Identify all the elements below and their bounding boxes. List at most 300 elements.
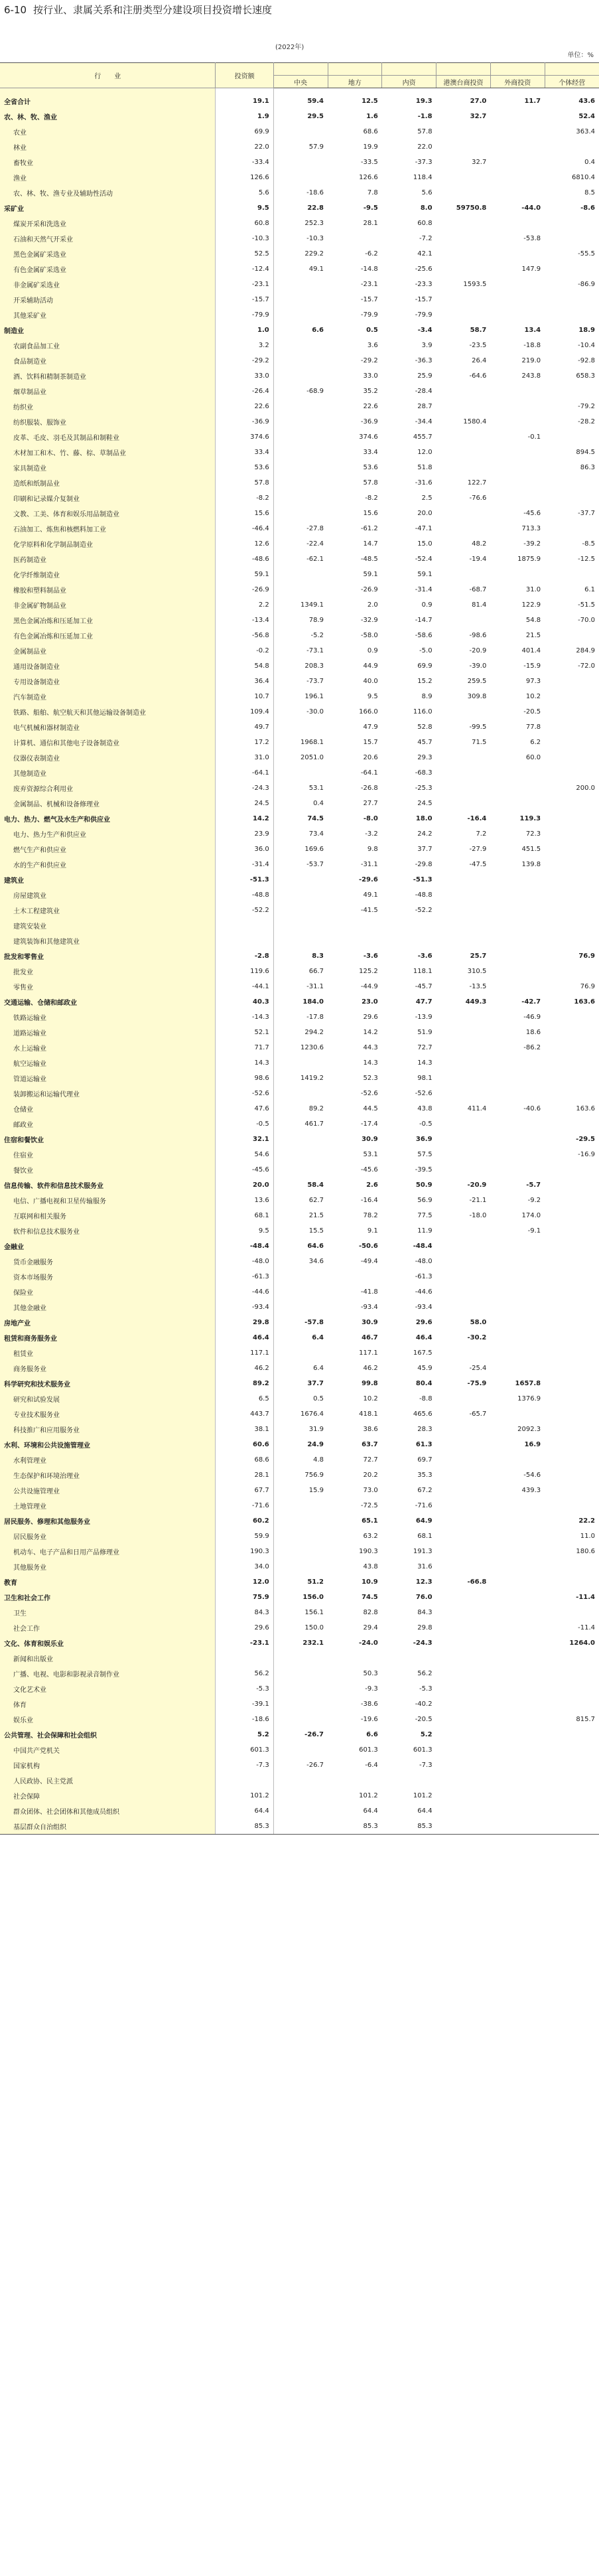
value-cell: -45.6 [360,1166,378,1174]
value-cell [436,1803,491,1819]
value-cell: -49.4 [360,1258,378,1265]
value-cell: 601.3 [413,1746,433,1754]
industry-name-cell: 黑色金属冶炼和压延加工业 [0,613,216,628]
total-value-cell: 9.5 [216,200,273,216]
value-cell: -68.3 [415,769,433,777]
value-cell: 64.4 [417,1807,433,1815]
total-value-cell: 67.7 [216,1483,273,1498]
value-cell [490,384,545,399]
value-cell: 14.3 [417,1059,433,1067]
value-cell [382,1773,436,1788]
value-cell: 33.4 [363,449,378,456]
value-cell: 28.3 [417,1426,433,1433]
table-row [0,1483,599,1498]
value-cell: 84.3 [417,1609,433,1616]
value-cell [436,1498,491,1513]
value-cell: 126.6 [359,174,378,181]
value-cell: 59.1 [417,571,433,578]
total-value-cell: 24.5 [216,796,273,811]
value-cell: -15.9 [523,662,541,670]
value-cell: 150.0 [304,1624,324,1631]
industry-name-cell: 新闻和出版业 [0,1651,216,1666]
value-cell: 76.9 [578,952,595,960]
value-cell: 101.2 [359,1792,378,1799]
value-cell: 21.5 [525,632,541,639]
table-row [0,1452,599,1468]
value-cell [436,750,491,765]
value-cell [490,1773,545,1788]
value-cell: -45.6 [523,510,541,517]
value-cell: 243.8 [521,372,541,380]
value-cell: -72.0 [578,662,595,670]
value-cell: 31.9 [308,1426,324,1433]
table-year: (2022年) [275,44,304,51]
value-cell [545,964,599,979]
value-cell: 98.1 [417,1075,433,1082]
total-value-cell: 23.9 [216,826,273,842]
value-cell [545,231,599,246]
total-value-cell: 5.6 [216,185,273,200]
industry-name-cell: 研究和试验发展 [0,1391,216,1406]
table-row [0,200,599,216]
value-cell [436,1223,491,1239]
value-cell [545,1376,599,1391]
value-cell [273,1132,328,1147]
industry-name-cell: 废弃资源综合利用业 [0,781,216,796]
value-cell [436,1590,491,1605]
industry-name-cell: 人民政协、民主党派 [0,1773,216,1788]
industry-name-cell: 卫生 [0,1605,216,1620]
table-row [0,582,599,597]
value-cell: 71.5 [472,739,487,746]
value-cell [545,1727,599,1742]
value-cell [490,1086,545,1101]
industry-name-cell: 有色金属矿采选业 [0,262,216,277]
value-cell: 713.3 [521,525,541,532]
total-value-cell: 119.6 [216,964,273,979]
value-cell [436,887,491,903]
value-cell [273,1559,328,1574]
total-value-cell: -23.1 [216,1635,273,1651]
value-cell: -50.6 [358,1243,378,1250]
industry-name-cell: 金属制品、机械和设备修理业 [0,796,216,811]
value-cell: -8.0 [363,815,378,822]
industry-name-cell: 农、林、牧、渔业 [0,109,216,124]
value-cell: 2.5 [421,494,433,502]
value-cell [490,1498,545,1513]
value-cell: -86.9 [578,281,595,288]
industry-name-cell: 制造业 [0,323,216,338]
value-cell: 82.8 [363,1609,378,1616]
industry-name-cell: 零售业 [0,979,216,994]
value-cell [273,1544,328,1559]
value-cell [490,979,545,994]
value-cell [273,582,328,597]
table-row [0,384,599,399]
value-cell: -3.2 [365,830,378,838]
value-cell: -52.2 [415,907,433,914]
value-cell [490,109,545,124]
value-cell: 2.0 [367,601,378,609]
value-cell: -53.8 [523,235,541,242]
value-cell: 439.3 [521,1487,541,1494]
industry-name-cell: 居民服务业 [0,1529,216,1544]
industry-name-cell: 科技推广和应用服务业 [0,1422,216,1437]
value-cell: 68.1 [417,1533,433,1540]
value-cell [273,170,328,185]
total-value-cell: -26.4 [216,384,273,399]
value-cell: 78.2 [363,1212,378,1219]
value-cell [273,414,328,429]
value-cell [545,857,599,872]
value-cell [545,567,599,582]
table-row [0,567,599,582]
value-cell: 60.0 [525,754,541,761]
value-cell: -28.2 [578,418,595,425]
value-cell: 42.1 [417,250,433,258]
total-value-cell: -46.4 [216,521,273,536]
total-value-cell: 29.6 [216,1620,273,1635]
value-cell [273,765,328,781]
industry-name-cell: 开采辅助活动 [0,292,216,307]
value-cell: 1593.5 [463,281,487,288]
value-cell [436,1132,491,1147]
value-cell [273,338,328,353]
value-cell [436,567,491,582]
table-row [0,124,599,139]
value-cell [436,1071,491,1086]
total-value-cell [216,933,273,948]
value-cell: -27.8 [306,525,324,532]
industry-name-cell: 电气机械和器材制造业 [0,720,216,735]
value-cell [273,399,328,414]
value-cell: 1676.4 [300,1410,324,1418]
table-row [0,185,599,200]
total-value-cell: 9.5 [216,1223,273,1239]
col-header-blank [545,63,599,76]
value-cell: -23.1 [360,281,378,288]
value-cell: 86.3 [580,464,595,471]
value-cell: 455.7 [413,433,433,441]
value-cell [382,1651,436,1666]
value-cell: -18.6 [306,189,324,196]
value-cell [545,1284,599,1300]
value-cell [490,1544,545,1559]
table-title-text: 按行业、隶属关系和注册类型分建设项目投资增长速度 [33,4,273,16]
total-value-cell: 109.4 [216,704,273,720]
value-cell: 33.0 [363,372,378,380]
value-cell: 72.7 [363,1456,378,1464]
value-cell: 73.0 [363,1487,378,1494]
value-cell [490,1269,545,1284]
value-cell [273,353,328,368]
total-value-cell: 5.2 [216,1727,273,1742]
value-cell [436,246,491,262]
value-cell: 16.9 [524,1441,541,1448]
industry-name-cell: 体育 [0,1697,216,1712]
industry-name-cell: 化学纤维制造业 [0,567,216,582]
table-row [0,628,599,643]
table-row [0,414,599,429]
value-cell [490,781,545,796]
value-cell: 465.6 [413,1410,433,1418]
table-row [0,857,599,872]
value-cell: -54.6 [523,1472,541,1479]
total-value-cell: -8.2 [216,491,273,506]
value-cell: -10.3 [306,235,324,242]
value-cell [490,948,545,964]
value-cell: 208.3 [304,662,324,670]
table-row [0,1010,599,1025]
investment-growth-table [0,62,599,1835]
value-cell [436,1025,491,1040]
value-cell: 49.1 [308,265,324,273]
col-header-blank [273,63,328,76]
value-cell: -46.9 [523,1014,541,1021]
value-cell: 61.3 [415,1441,433,1448]
value-cell: 76.9 [580,983,595,990]
value-cell: -29.2 [360,357,378,364]
table-row [0,735,599,750]
value-cell: -27.9 [469,846,487,853]
industry-name-cell: 水利管理业 [0,1452,216,1468]
value-cell [436,231,491,246]
value-cell: 163.6 [576,1105,595,1112]
value-cell: 77.8 [525,723,541,731]
total-value-cell: 19.1 [216,94,273,109]
value-cell: -23.3 [415,281,433,288]
value-cell [490,872,545,887]
industry-name-cell: 采矿业 [0,200,216,216]
industry-name-cell: 批发业 [0,964,216,979]
col-header-sub: 中央 [273,76,328,88]
value-cell [545,1330,599,1345]
industry-name-cell: 石油和天然气开采业 [0,231,216,246]
industry-name-cell: 生态保护和环境治理业 [0,1468,216,1483]
value-cell [328,231,382,246]
value-cell: 29.3 [417,754,433,761]
value-cell: 6.2 [530,739,541,746]
total-value-cell: 60.6 [216,1437,273,1452]
value-cell [436,1742,491,1758]
table-row [0,94,599,109]
total-value-cell: 68.6 [216,1452,273,1468]
table-row [0,338,599,353]
value-cell: 29.8 [417,1624,433,1631]
value-cell: -73.7 [306,678,324,685]
value-cell [436,124,491,139]
value-cell [328,933,382,948]
value-cell [490,1681,545,1697]
value-cell [436,1727,491,1742]
value-cell: 74.5 [307,815,324,822]
value-cell: -0.5 [419,1120,433,1128]
col-header-sub: 港澳台商投资 [436,76,491,88]
value-cell: 6.6 [366,1731,378,1738]
value-cell: 13.4 [524,327,541,334]
value-cell: -14.7 [415,617,433,624]
total-value-cell: 56.2 [216,1666,273,1681]
value-cell [273,1651,328,1666]
value-cell: 25.9 [417,372,433,380]
value-cell [436,1681,491,1697]
value-cell [273,918,328,933]
value-cell [273,1147,328,1162]
table-row [0,1193,599,1208]
value-cell: 66.7 [308,968,324,975]
value-cell: -98.6 [469,632,487,639]
value-cell [328,918,382,933]
table-row [0,765,599,781]
value-cell [273,491,328,506]
value-cell: 72.7 [417,1044,433,1051]
value-cell [545,628,599,643]
value-cell [436,1620,491,1635]
value-cell: -73.1 [306,647,324,654]
value-cell: 51.2 [307,1578,324,1586]
value-cell: -12.5 [578,556,595,563]
value-cell [436,307,491,323]
value-cell: -31.6 [415,479,433,487]
industry-name-cell: 建筑装饰和其他建筑业 [0,933,216,948]
total-value-cell: 52.5 [216,246,273,262]
total-value-cell: 54.6 [216,1147,273,1162]
total-value-cell: 69.9 [216,124,273,139]
industry-name-cell: 社会保障 [0,1788,216,1803]
table-row [0,1773,599,1788]
industry-name-cell: 管道运输业 [0,1071,216,1086]
value-cell: 18.6 [525,1029,541,1036]
value-cell: 35.2 [363,388,378,395]
value-cell: 9.8 [367,846,378,853]
industry-name-cell: 中国共产党机关 [0,1742,216,1758]
value-cell [273,720,328,735]
value-cell: 10.2 [525,693,541,700]
value-cell [545,1681,599,1697]
value-cell: 658.3 [576,372,595,380]
value-cell [273,1788,328,1803]
total-value-cell: -0.5 [216,1116,273,1132]
table-row [0,1666,599,1681]
value-cell [436,139,491,155]
value-cell: -47.5 [469,861,487,868]
value-cell [545,1666,599,1681]
col-header-sub: 外商投资 [490,76,545,88]
industry-name-cell: 餐饮业 [0,1162,216,1177]
value-cell: -13.5 [469,983,487,990]
value-cell: 191.3 [413,1548,433,1555]
table-row [0,796,599,811]
value-cell: -68.7 [469,586,487,593]
value-cell: -26.7 [306,1762,324,1769]
value-cell: 125.2 [359,968,378,975]
value-cell: 44.3 [363,1044,378,1051]
industry-name-cell: 邮政业 [0,1116,216,1132]
value-cell [490,796,545,811]
total-value-cell: 28.1 [216,1468,273,1483]
value-cell: 11.7 [524,98,541,105]
value-cell: 1.6 [366,113,378,120]
total-value-cell: 17.2 [216,735,273,750]
total-value-cell: -14.3 [216,1010,273,1025]
value-cell [436,1544,491,1559]
table-row [0,597,599,613]
value-cell: -68.9 [306,388,324,395]
value-cell: 14.7 [363,540,378,548]
total-value-cell: 126.6 [216,170,273,185]
value-cell: 65.1 [362,1517,378,1525]
value-cell: 63.2 [363,1533,378,1540]
industry-name-cell: 烟草制品业 [0,384,216,399]
value-cell [545,262,599,277]
industry-name-cell: 其他金融业 [0,1300,216,1315]
value-cell: -11.4 [576,1594,595,1601]
value-cell [545,1422,599,1437]
value-cell [490,1697,545,1712]
total-value-cell [216,918,273,933]
value-cell [436,1605,491,1620]
value-cell: 8.5 [584,189,595,196]
table-row [0,1498,599,1513]
value-cell: 46.4 [415,1334,433,1341]
value-cell: 418.1 [359,1410,378,1418]
industry-name-cell: 文教、工美、体育和娱乐用品制造业 [0,506,216,521]
value-cell: 363.4 [576,128,595,135]
value-cell: 54.8 [525,617,541,624]
value-cell [436,384,491,399]
total-value-cell: -44.6 [216,1284,273,1300]
value-cell: -52.4 [415,556,433,563]
table-row [0,1345,599,1361]
value-cell: 15.0 [417,540,433,548]
industry-name-cell: 计算机、通信和其他电子设备制造业 [0,735,216,750]
value-cell: 1230.6 [300,1044,324,1051]
total-value-cell: 68.1 [216,1208,273,1223]
industry-name-cell: 商务服务业 [0,1361,216,1376]
value-cell [545,1391,599,1406]
value-cell: -75.9 [467,1380,487,1387]
value-cell [273,1162,328,1177]
total-value-cell: -26.9 [216,582,273,597]
table-row [0,1651,599,1666]
total-value-cell: 33.0 [216,368,273,384]
total-value-cell: -29.2 [216,353,273,368]
value-cell: 46.2 [363,1365,378,1372]
table-row [0,643,599,658]
total-value-cell: -2.8 [216,948,273,964]
value-cell [545,1605,599,1620]
value-cell: 15.9 [308,1487,324,1494]
value-cell [490,964,545,979]
value-cell [273,1300,328,1315]
value-cell [545,1803,599,1819]
value-cell [490,1635,545,1651]
total-value-cell: 89.2 [216,1376,273,1391]
value-cell: 85.3 [328,1819,382,1835]
value-cell: 9.1 [367,1227,378,1235]
value-cell [436,1345,491,1361]
value-cell [382,933,436,948]
table-row [0,811,599,826]
total-value-cell: -45.6 [216,1162,273,1177]
value-cell: 401.4 [521,647,541,654]
value-cell: 101.2 [413,1792,433,1799]
table-row [0,475,599,491]
value-cell [545,384,599,399]
industry-name-cell: 其他采矿业 [0,307,216,323]
table-header [0,63,599,88]
industry-name-cell: 航空运输业 [0,1055,216,1071]
